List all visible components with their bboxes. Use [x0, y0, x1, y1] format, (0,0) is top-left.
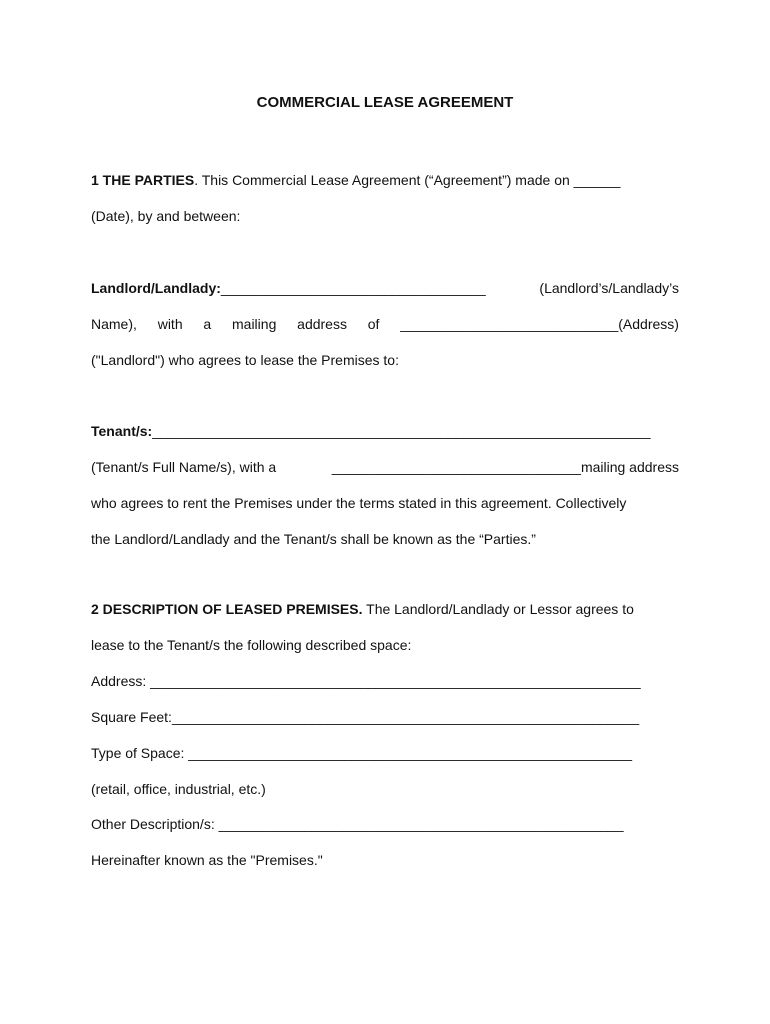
landlord-address-blank: ____________________________(Address): [400, 316, 679, 332]
landlord-word: a: [203, 316, 212, 332]
landlord-name-caption: (Landlord’s/Landlady’s: [539, 280, 679, 296]
tenant-line1: [91, 422, 679, 440]
section2-heading: 2 DESCRIPTION OF LEASED PREMISES.: [91, 601, 363, 617]
tenant-name-caption: (Tenant/s Full Name/s), with a: [91, 459, 277, 475]
tenant-address-blank: ________________________________mailing address: [331, 459, 679, 475]
landlord-word: of: [367, 316, 380, 332]
section1-line2: (Date), by and between:: [91, 208, 241, 224]
section1-heading: 1 THE PARTIES: [91, 172, 195, 188]
premises-definition: Hereinafter known as the "Premises.": [91, 852, 323, 868]
landlord-name-blank: __________________________________: [220, 280, 486, 296]
address-field: Address: _______________________________________________________________: [91, 673, 641, 689]
tenant-name-blank: ________________________________________________________________: [152, 423, 651, 439]
landlord-line3: ("Landlord") who agrees to lease the Premises to:: [91, 352, 399, 368]
landlord-line2: [91, 315, 679, 333]
tenant-line3: who agrees to rent the Premises under the terms stated in this agreement. Collectively: [91, 495, 627, 511]
tenant-line2: [91, 458, 679, 476]
other-description-field: Other Description/s: ____________________________________________________: [91, 816, 624, 832]
square-feet-field: Square Feet:____________________________________________________________: [91, 709, 640, 725]
type-of-space-field: Type of Space: _________________________________________________________: [91, 745, 633, 761]
type-of-space-note: (retail, office, industrial, etc.): [91, 781, 266, 797]
section1-line1-text: . This Commercial Lease Agreement (“Agreement”) made on ______: [194, 172, 621, 188]
landlord-word: address: [297, 316, 347, 332]
tenant-line4: the Landlord/Landlady and the Tenant/s shall be known as the “Parties.”: [91, 531, 536, 547]
landlord-word: with: [157, 316, 183, 332]
section1-line1: [91, 171, 679, 189]
section2-line1-text: The Landlord/Landlady or Lessor agrees to: [362, 601, 634, 617]
landlord-word: Name),: [91, 316, 137, 332]
document-title: COMMERCIAL LEASE AGREEMENT: [256, 94, 514, 111]
landlord-label: Landlord/Landlady:: [91, 280, 221, 296]
section2-line2: lease to the Tenant/s the following described space:: [91, 637, 412, 653]
tenant-label: Tenant/s:: [91, 423, 153, 439]
landlord-word: mailing: [232, 316, 277, 332]
landlord-line1: [91, 279, 679, 297]
section2-line1: [91, 600, 679, 618]
